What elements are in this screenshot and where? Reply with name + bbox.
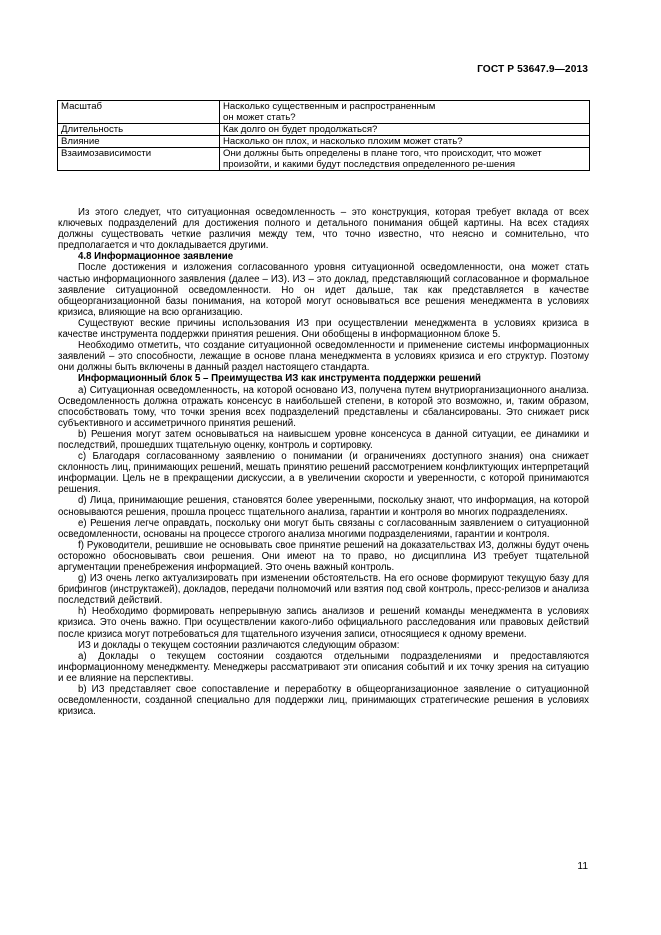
list-item: a) Ситуационная осведомленность, на которой основано ИЗ, получена путем внутриорганизационного анализа. Осведомленность должна отражать консенсус в наибольшей степени, в которой это возможно, и, таким образом, способствовать тому, что точки зрения всех подразделений представлены и сбалансированы. Это снижает риск субъективного и ассиметричного принятия решений. <box>58 384 589 429</box>
paragraph: Из этого следует, что ситуационная осведомленность – это конструкция, которая требует вклада от всех ключевых подразделений для достижения полного и детального понимания общей картины. На всех стадиях должны существовать четкие различия между тем, что точно известно, что неясно и сомнительно, что предполагается и что докладывается другими. <box>58 207 589 252</box>
list-item: g) ИЗ очень легко актуализировать при изменении обстоятельств. На его основе формируют текущую базу для брифингов (инструктажей), докладов, передачи полномочий или взятия под свой контроль, пресс-релизов и анализа последствий действий. <box>58 573 589 607</box>
page-number: 11 <box>577 861 588 872</box>
table-cell-question: Насколько существенным и распространенным он может стать? <box>220 101 590 124</box>
list-item: e) Решения легче оправдать, поскольку они могут быть связаны с согласованным заявлением о ситуационной осведомленности, основаны на процессе строгого анализа многими подразделениями, гарантии и контроля. <box>58 517 589 540</box>
list-item: b) Решения могут затем основываться на наивысшем уровне консенсуса в данной ситуации, ее динамики и последствий, прошедших тщательную оценку, контроль и сортировку. <box>58 428 589 451</box>
table-cell-question: Насколько он плох, и насколько плохим может стать? <box>220 136 590 148</box>
list-item: b) ИЗ представляет свое сопоставление и переработку в общеорганизационное заявление о ситуационной осведомленности, созданной специально для поддержки лиц, принимающих стратегические решения в условиях кризиса. <box>58 684 589 718</box>
paragraph: Существуют веские причины использования ИЗ при осуществлении менеджмента в условиях кризиса в качестве инструмента поддержки принятия решения. Они обобщены в информационном блоке 5. <box>58 317 589 341</box>
table-cell-parameter: Масштаб <box>58 101 220 124</box>
table-cell-question: Они должны быть определены в плане того, что происходит, что может произойти, и какими будут последствия определенного ре-шения <box>220 148 590 171</box>
list-item: h) Необходимо формировать непрерывную запись анализов и решений команды менеджмента в условиях кризиса. Это очень важно. При осуществлении какого-либо официального расследования или правовых действий после кризиса могут потребоваться для тщательного изучения записи, относящиеся к одному времени. <box>58 606 589 640</box>
list-item: f) Руководители, решившие не основывать свое принятие решений на доказательствах ИЗ, должны будут очень осторожно обосновывать свои решения. Они имеют на то право, но дисциплина ИЗ требует тщательной аргументации пренебрежения информацией. Это очень важный контроль. <box>58 539 589 573</box>
table-cell-question: Как долго он будет продолжаться? <box>220 124 590 136</box>
info-block-heading: Информационный блок 5 – Преимущества ИЗ как инструмента поддержки решений <box>78 373 481 385</box>
table-row <box>58 101 590 124</box>
list-item: c) Благодаря согласованному заявлению о понимании (и ограничениях доступного знания) она снижает склонность лиц, принимающих решений, мешать принятию решений рассмотрением конфликтующих интерпретаций информации. Цель не в прекращении дискуссии, а в увеличении скорости и уверенности, с которой принимаются решения. <box>58 451 589 496</box>
paragraph: Необходимо отметить, что создание ситуационной осведомленности и применение системы информационных заявлений – это способности, лежащие в основе плана менеджмента в условиях кризиса и его структур. Поэтому они должны быть включены в данный раздел настоящего стандарта. <box>58 340 589 374</box>
table-cell-parameter: Взаимозависимости <box>58 148 220 171</box>
paragraph: После достижения и изложения согласованного уровня ситуационной осведомленности, она может стать частью информационного заявления (далее – ИЗ). ИЗ – это доклад, представляющий согласованное и формальное заявление ситуационной осведомленности. Но он идет дальше, так как представляется в качестве общеорганизационной базы понимания, на которой могут основываться все решения менеджмента в условиях кризиса, влияющие на всю организацию. <box>58 262 589 318</box>
list-item: а) Доклады о текущем состоянии создаются отдельными подразделениями и предоставляются информационному менеджменту. Менеджеры рассматривают эти описания событий и их точку зрения на ситуацию и ее влияние на перспективы. <box>58 650 589 684</box>
table-row <box>58 136 590 148</box>
document-standard-header: ГОСТ Р 53647.9—2013 <box>477 64 588 75</box>
list-item: d) Лица, принимающие решения, становятся более уверенными, поскольку знают, что информация, на которой основываются решения, прошла процесс тщательного анализа, гарантии и контроля во многих подразделениях. <box>58 495 589 518</box>
table-row <box>58 148 590 171</box>
crisis-parameters-table <box>57 100 590 171</box>
table-cell-parameter: Длительность <box>58 124 220 136</box>
table-cell-parameter: Влияние <box>58 136 220 148</box>
table-row <box>58 124 590 136</box>
document-body <box>58 207 589 717</box>
paragraph: ИЗ и доклады о текущем состоянии различаются следующим образом: <box>78 639 400 651</box>
section-heading: 4.8 Информационное заявление <box>78 251 234 263</box>
